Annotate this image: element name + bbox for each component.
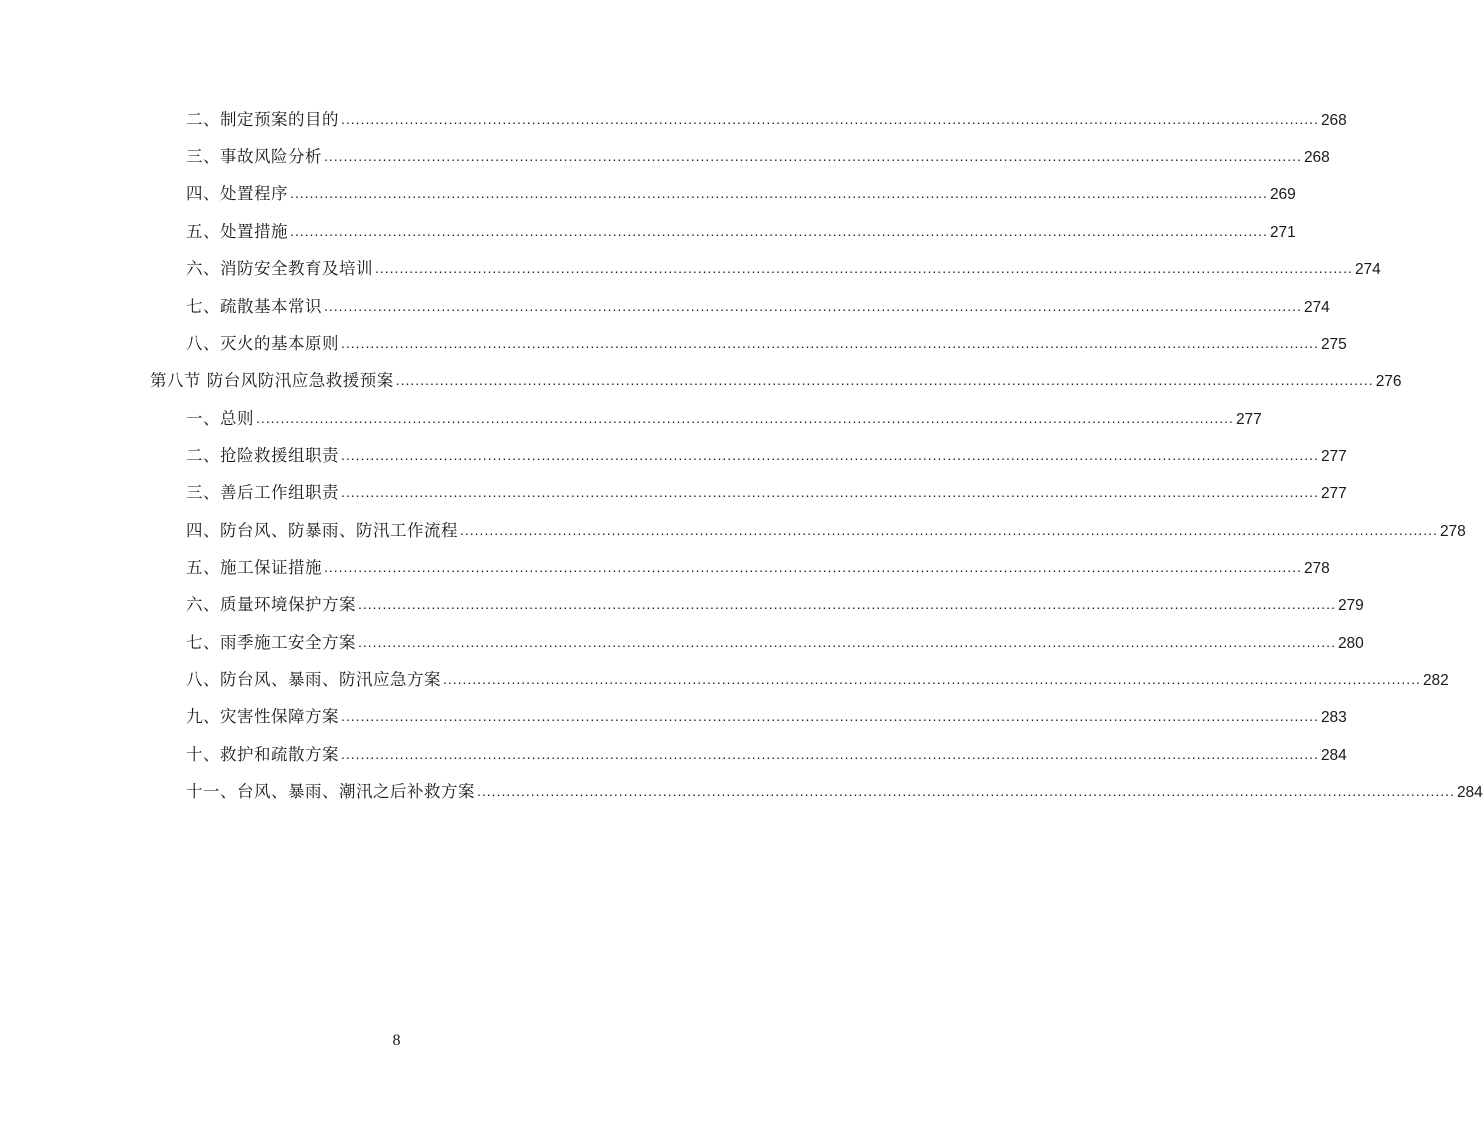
toc-entry-title: 二、制定预案的目的: [186, 110, 339, 129]
toc-entry[interactable]: [186, 181, 1296, 207]
toc-entry-title: 九、灾害性保障方案: [186, 707, 339, 726]
toc-entry[interactable]: [186, 742, 1347, 768]
toc-dot-leader: ........................................................................................................................................................................................................: [324, 298, 1302, 314]
toc-entry-page: 277: [1320, 448, 1347, 465]
toc-entry[interactable]: [186, 592, 1364, 618]
toc-entry-title: 二、抢险救援组职责: [186, 446, 339, 465]
toc-entry-title: 八、灭火的基本原则: [186, 334, 339, 353]
toc-entry[interactable]: [186, 480, 1347, 506]
toc-dot-leader: ........................................................................................................................................................................................................: [324, 559, 1302, 575]
toc-entry-page: 278: [1303, 560, 1330, 577]
toc-entry-title: 七、雨季施工安全方案: [186, 633, 356, 652]
toc-entry-page: 283: [1320, 709, 1347, 726]
toc-entry-page: 277: [1235, 411, 1262, 428]
toc-dot-leader: ........................................................................................................................................................................................................: [256, 410, 1234, 426]
toc-entry-page: 275: [1320, 336, 1347, 353]
toc-dot-leader: ........................................................................................................................................................................................................: [341, 447, 1319, 463]
toc-entry-title: 四、处置程序: [186, 184, 288, 203]
toc-entry-page: 269: [1269, 186, 1296, 203]
toc-dot-leader: ........................................................................................................................................................................................................: [290, 185, 1268, 201]
toc-entry[interactable]: [186, 630, 1364, 656]
toc-entry[interactable]: [186, 518, 1466, 544]
toc-entry-title: 五、施工保证措施: [186, 558, 322, 577]
toc-dot-leader: ........................................................................................................................................................................................................: [341, 746, 1319, 762]
toc-entry[interactable]: [186, 219, 1296, 245]
toc-entry-page: 276: [1375, 373, 1402, 390]
toc-entry-page: 277: [1320, 485, 1347, 502]
toc-entry-page: 274: [1354, 261, 1381, 278]
toc-dot-leader: ........................................................................................................................................................................................................: [324, 148, 1302, 164]
toc-entry[interactable]: [186, 107, 1347, 133]
toc-dot-leader: ........................................................................................................................................................................................................: [341, 484, 1319, 500]
toc-entry-title: 第八节 防台风防汛应急救援预案: [150, 371, 394, 390]
toc-dot-leader: ........................................................................................................................................................................................................: [477, 783, 1455, 799]
toc-entry-page: 278: [1439, 523, 1466, 540]
page-number: 8: [392, 1032, 401, 1049]
toc-entry[interactable]: [186, 704, 1347, 730]
toc-entry-page: 268: [1303, 149, 1330, 166]
toc-dot-leader: ........................................................................................................................................................................................................: [395, 372, 1374, 388]
toc-entry-title: 十一、台风、暴雨、潮汛之后补救方案: [186, 782, 475, 801]
toc-entry[interactable]: [186, 144, 1330, 170]
toc-entry-title: 十、救护和疏散方案: [186, 745, 339, 764]
toc-entry[interactable]: [186, 294, 1330, 320]
toc-entry-page: 284: [1320, 747, 1347, 764]
toc-entry-page: 284: [1456, 784, 1483, 801]
toc-entry[interactable]: [186, 667, 1449, 693]
toc-entry-title: 五、处置措施: [186, 222, 288, 241]
toc-entry-title: 一、总则: [186, 409, 254, 428]
toc-entry[interactable]: [186, 779, 1483, 805]
toc-entry-page: 279: [1337, 597, 1364, 614]
toc-dot-leader: ........................................................................................................................................................................................................: [358, 634, 1336, 650]
toc-entry[interactable]: [186, 443, 1347, 469]
toc-dot-leader: ........................................................................................................................................................................................................: [460, 522, 1438, 538]
toc-entry[interactable]: [186, 331, 1347, 357]
toc-entry[interactable]: [186, 256, 1381, 282]
toc-dot-leader: ........................................................................................................................................................................................................: [358, 596, 1336, 612]
toc-section-entry[interactable]: [150, 368, 1402, 394]
toc-entry-page: 280: [1337, 635, 1364, 652]
toc-entry-title: 六、消防安全教育及培训: [186, 259, 373, 278]
toc-dot-leader: ........................................................................................................................................................................................................: [290, 223, 1268, 239]
toc-entry-title: 七、疏散基本常识: [186, 297, 322, 316]
toc-entry-title: 三、善后工作组职责: [186, 483, 339, 502]
toc-entry-page: 268: [1320, 112, 1347, 129]
toc-entry-title: 六、质量环境保护方案: [186, 595, 356, 614]
toc-dot-leader: ........................................................................................................................................................................................................: [375, 260, 1353, 276]
toc-dot-leader: ........................................................................................................................................................................................................: [443, 671, 1421, 687]
toc-entry-page: 274: [1303, 299, 1330, 316]
toc-entry-title: 三、事故风险分析: [186, 147, 322, 166]
toc-dot-leader: ........................................................................................................................................................................................................: [341, 335, 1319, 351]
toc-entry-page: 271: [1269, 224, 1296, 241]
toc-entry[interactable]: [186, 406, 1262, 432]
toc-entry-title: 八、防台风、暴雨、防汛应急方案: [186, 670, 441, 689]
toc-dot-leader: ........................................................................................................................................................................................................: [341, 111, 1319, 127]
toc-dot-leader: ........................................................................................................................................................................................................: [341, 708, 1319, 724]
toc-entry-page: 282: [1422, 672, 1449, 689]
toc-entry[interactable]: [186, 555, 1330, 581]
toc-entry-title: 四、防台风、防暴雨、防汛工作流程: [186, 521, 458, 540]
